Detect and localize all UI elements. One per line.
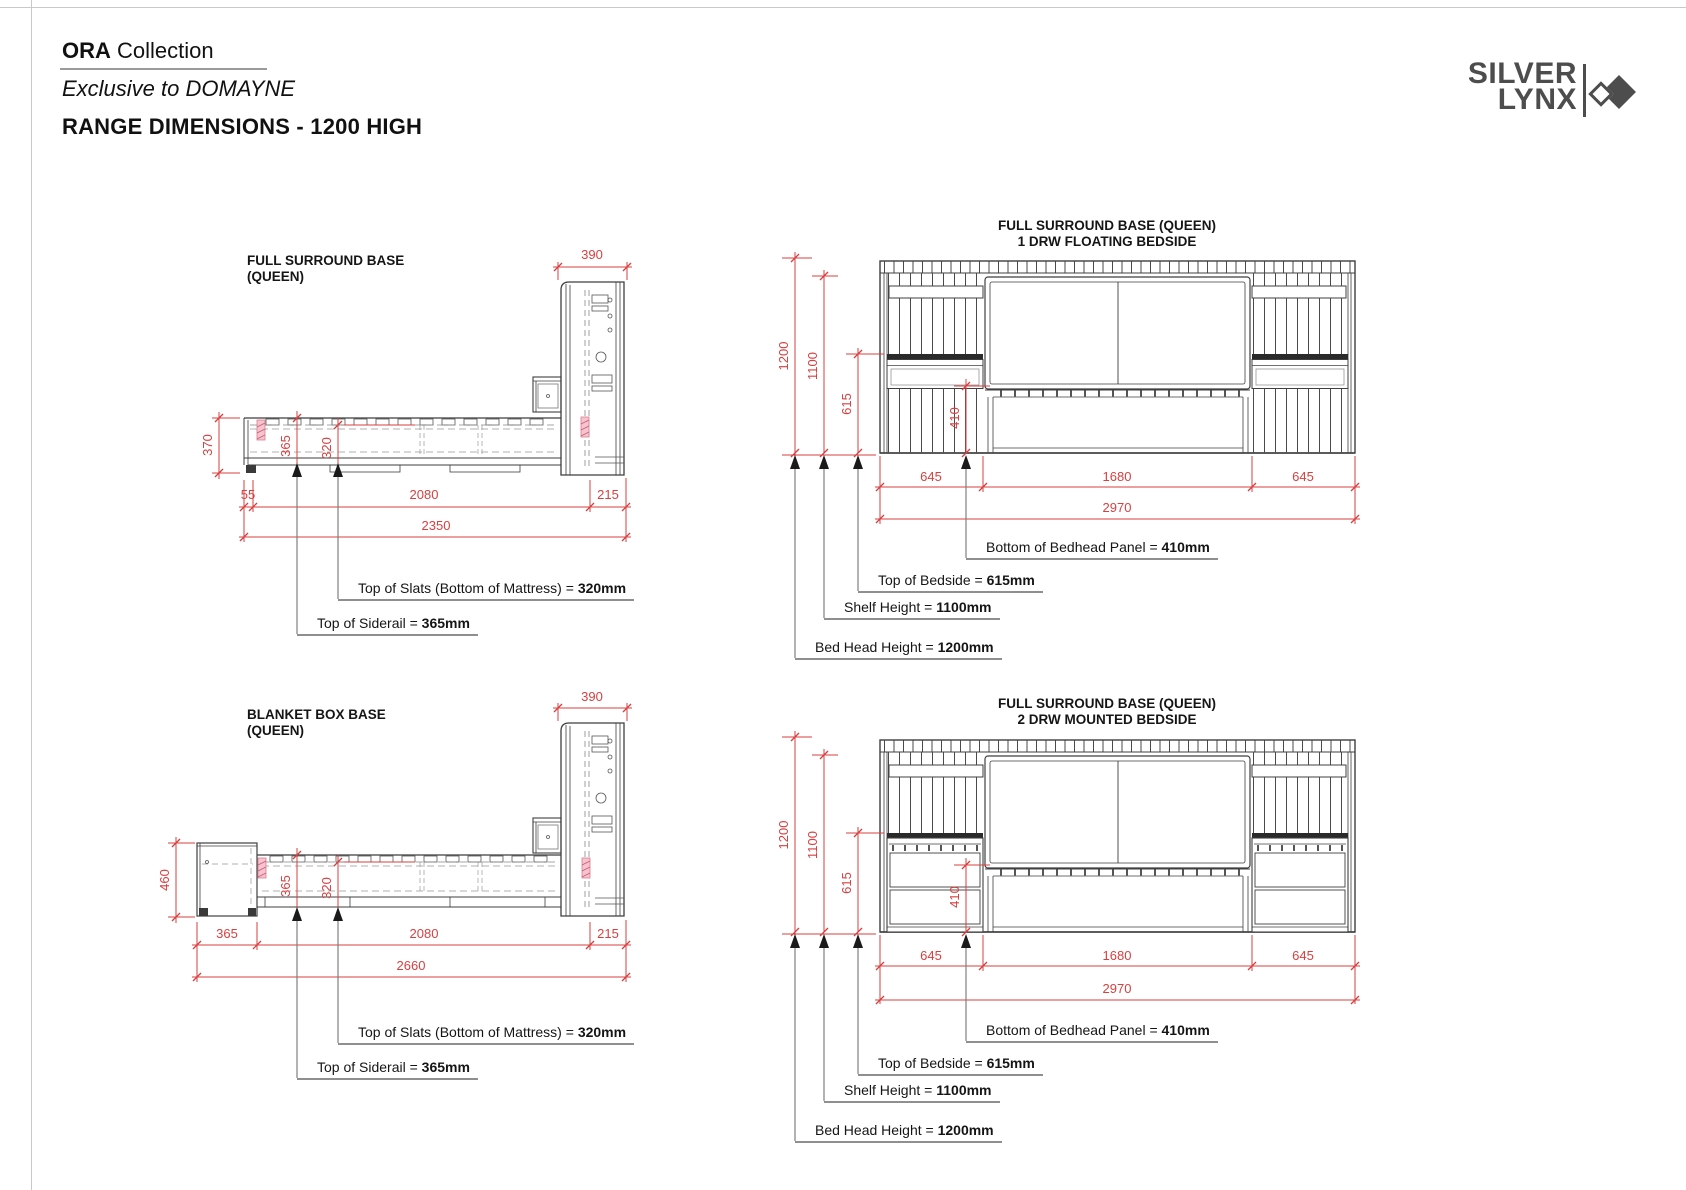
dim-wing-right: 645 xyxy=(1292,469,1314,484)
callout-top-of-bedside xyxy=(858,572,1043,593)
dim-bedhead-height: 1200 xyxy=(776,820,791,850)
exclusive-subtitle: Exclusive to DOMAYNE xyxy=(62,76,296,101)
dim-centre: 1680 xyxy=(1102,469,1132,484)
callout-value: 1100mm xyxy=(936,599,992,615)
dim-shelf-height: 1100 xyxy=(805,352,820,380)
callout-text: Top of Slats (Bottom of Mattress) = xyxy=(358,580,578,596)
dim-slat-height: 320 xyxy=(319,877,334,899)
dim-overall-width: 2970 xyxy=(1102,500,1132,515)
callout-text: Top of Siderail = xyxy=(317,615,422,631)
callout-top-of-bedside xyxy=(858,1055,1043,1076)
callout-value: 410mm xyxy=(1161,1022,1210,1038)
dim-bedside-height: 615 xyxy=(839,393,854,415)
callout-text: Bed Head Height = xyxy=(815,1122,938,1138)
dimension-labels xyxy=(157,689,619,973)
dim-bedside-height: 615 xyxy=(839,872,854,894)
callout-shelf-height xyxy=(824,1082,1000,1103)
logo-line2: LYNX xyxy=(1497,83,1577,116)
dim-headboard-thickness: 215 xyxy=(597,926,619,941)
callout-value: 320mm xyxy=(577,1024,627,1040)
dim-headboard-thickness: 215 xyxy=(597,487,619,502)
callout-top-of-siderail xyxy=(297,615,478,636)
dim-overall-length: 2350 xyxy=(421,518,451,533)
drawing-floating-front xyxy=(776,252,1360,658)
title-line2: (QUEEN) xyxy=(247,269,304,284)
drawing-mounted-front xyxy=(776,731,1360,1141)
title-line1: FULL SURROUND BASE (QUEEN) xyxy=(997,218,1216,233)
collection-suffix: Collection xyxy=(110,38,214,63)
callout-bed-head-height xyxy=(795,639,1002,660)
title-line2: (QUEEN) xyxy=(247,723,304,738)
collection-name: ORA xyxy=(62,38,111,63)
title-line2: 2 DRW MOUNTED BEDSIDE xyxy=(1017,712,1197,727)
dim-overall-width: 2970 xyxy=(1102,981,1132,996)
dim-platform-length: 2080 xyxy=(409,926,439,941)
callout-text: Bottom of Bedhead Panel = xyxy=(986,1022,1162,1038)
title-full-surround-side xyxy=(247,253,404,285)
dim-box-depth: 365 xyxy=(216,926,238,941)
callout-value: 615mm xyxy=(986,572,1035,588)
dim-overall-length: 2660 xyxy=(396,958,426,973)
dim-wing-right: 645 xyxy=(1292,948,1314,963)
callout-value: 365mm xyxy=(421,1059,470,1075)
dim-centre: 1680 xyxy=(1102,948,1132,963)
dim-headboard-depth: 390 xyxy=(581,247,603,262)
dim-wing-left: 645 xyxy=(920,469,942,484)
callout-value: 410mm xyxy=(1161,539,1210,555)
callout-text: Bottom of Bedhead Panel = xyxy=(986,539,1162,555)
callout-bedhead-panel xyxy=(966,1022,1218,1043)
dim-slat-height: 320 xyxy=(319,437,334,459)
dim-siderail-height: 365 xyxy=(278,875,293,897)
callout-text: Top of Bedside = xyxy=(878,1055,987,1071)
callout-shelf-height xyxy=(824,599,1000,620)
callout-value: 1200mm xyxy=(937,1122,994,1138)
callout-top-of-slats xyxy=(338,1024,634,1045)
callout-text: Shelf Height = xyxy=(844,1082,937,1098)
title-line1: FULL SURROUND BASE xyxy=(247,253,405,268)
bed-side-linework xyxy=(197,723,624,916)
callout-value: 615mm xyxy=(986,1055,1035,1071)
callout-text: Bed Head Height = xyxy=(815,639,938,655)
callout-value: 320mm xyxy=(577,580,627,596)
drawing-blanket-box-side xyxy=(157,689,632,1078)
dimension-labels xyxy=(200,247,619,533)
callout-value: 365mm xyxy=(421,615,470,631)
title-floating-front xyxy=(887,218,1327,250)
dim-headboard-depth: 390 xyxy=(581,689,603,704)
callout-top-of-siderail xyxy=(297,1059,478,1080)
dim-box-height: 460 xyxy=(157,869,172,891)
callout-top-of-slats xyxy=(338,580,634,601)
title-line1: FULL SURROUND BASE (QUEEN) xyxy=(997,696,1216,711)
logo-line1: SILVER xyxy=(1467,57,1577,90)
page-title: RANGE DIMENSIONS - 1200 HIGH xyxy=(62,114,423,139)
leader-lines xyxy=(292,907,343,1078)
callout-text: Top of Bedside = xyxy=(878,572,987,588)
title-mounted-front xyxy=(887,696,1327,728)
dim-bedhead-height: 1200 xyxy=(776,341,791,371)
leader-lines xyxy=(292,463,343,634)
dim-platform-length: 2080 xyxy=(409,487,439,502)
title-line2: 1 DRW FLOATING BEDSIDE xyxy=(1017,234,1197,249)
drawing-full-surround-side xyxy=(200,247,632,634)
callout-text: Shelf Height = xyxy=(844,599,937,615)
title-blanket-box-side xyxy=(247,707,386,739)
dim-panel-bottom: 410 xyxy=(947,407,962,429)
dim-panel-bottom: 410 xyxy=(947,886,962,908)
bed-side-linework xyxy=(244,282,624,475)
callout-text: Top of Siderail = xyxy=(317,1059,422,1075)
callout-bedhead-panel xyxy=(966,539,1218,560)
title-line1: BLANKET BOX BASE xyxy=(247,707,386,722)
dim-shelf-height: 1100 xyxy=(805,831,820,859)
callout-text: Top of Slats (Bottom of Mattress) = xyxy=(358,1024,578,1040)
callout-value: 1100mm xyxy=(936,1082,992,1098)
callout-bed-head-height xyxy=(795,1122,1002,1143)
dim-overall-height: 370 xyxy=(200,434,215,456)
dim-siderail-height: 365 xyxy=(278,435,293,457)
dim-wing-left: 645 xyxy=(920,948,942,963)
callout-value: 1200mm xyxy=(937,639,994,655)
dim-front-offset: 55 xyxy=(240,487,256,502)
